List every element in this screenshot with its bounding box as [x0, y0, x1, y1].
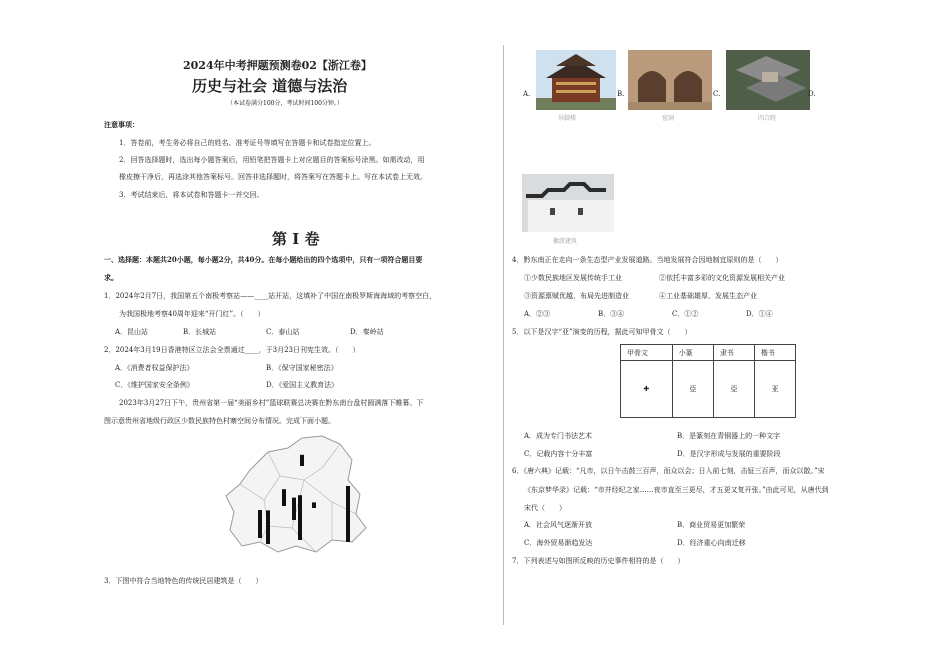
- table-header: 隶书: [713, 345, 754, 361]
- house-option-letter[interactable]: D.: [808, 90, 816, 98]
- table-header: 小篆: [672, 345, 713, 361]
- village-count-bar: [300, 455, 304, 466]
- q4-statement: ④工业基础雄厚，发展生态产业: [659, 292, 757, 300]
- table-header: 甲骨文: [621, 345, 673, 361]
- guizhou-village-map: [220, 430, 370, 560]
- village-count-bar: [298, 495, 302, 540]
- instructions-line: 求。: [104, 273, 118, 282]
- house-caption: 四合院: [758, 115, 777, 122]
- q1-stem: 为我国极地考察40周年迎来“开门红”。（ ）: [119, 310, 265, 318]
- village-count-bar: [346, 486, 350, 542]
- village-count-bar: [292, 498, 296, 520]
- q5-option[interactable]: A．成为专门书法艺术: [524, 432, 593, 440]
- house-caption: 吊脚楼: [558, 115, 577, 122]
- q2-option[interactable]: D．《爱国主义教育法》: [266, 381, 339, 389]
- q1-option[interactable]: D．秦岭站: [350, 328, 384, 336]
- character-evolution-table: [620, 344, 796, 418]
- table-header: 楷书: [754, 345, 795, 361]
- q2-option[interactable]: B．《保守国家秘密法》: [266, 364, 338, 372]
- passage-line: 2023年3月27日下午，贵州省第一届“美丽乡村”篮球联赛总决赛在黔东南台盘村圆满落下帷幕。下: [119, 399, 424, 407]
- q1-option[interactable]: C．泰山站: [266, 328, 300, 336]
- notice-item: 2．回答选择题时，选出每小题答案后，用铅笔把答题卡上对应题目的答案标号涂黑。如需改动，用: [119, 156, 425, 164]
- q6-option[interactable]: C．海外贸易渐趋发达: [524, 539, 593, 547]
- q6-option[interactable]: A．社会风气逐渐开放: [524, 521, 593, 529]
- house-caption: 徽派建筑: [553, 238, 578, 245]
- q6-stem: 6．《唐六典》记载：“凡市，以日午击鼓三百声，而众以会；日入前七刻，击钲三百声，而众以散。”宋: [512, 467, 825, 475]
- village-count-bar: [266, 510, 270, 544]
- stilt-house-image: [536, 50, 616, 110]
- q4-stem: 4．黔东南正在走向一条生态型产业发展道路。当地发展符合因地制宜原则的是（ ）: [512, 256, 783, 264]
- village-count-bar: [282, 489, 286, 506]
- huizhou-house-image: [522, 174, 614, 232]
- instructions-line: 一、选择题：本题共20小题，每小题2分，共40分。在每小题给出的四个选项中，只有一项符合题目要: [104, 255, 423, 264]
- q6-option[interactable]: D．经济重心向南迁移: [677, 539, 746, 547]
- exam-subject: 历史与社会 道德与法治: [192, 77, 348, 95]
- house-option-letter[interactable]: B.: [617, 90, 625, 98]
- q7-stem: 7．下列表述与如图所反映的历史事件相符的是（ ）: [512, 557, 685, 565]
- small-seal-glyph: 亞: [672, 361, 713, 418]
- house-option-letter[interactable]: C.: [713, 90, 721, 98]
- q2-option[interactable]: C．《维护国家安全条例》: [115, 381, 194, 389]
- village-count-bar: [312, 502, 316, 508]
- q1-option[interactable]: A．昆山站: [115, 328, 149, 336]
- section-title: 第 I 卷: [272, 230, 320, 248]
- village-count-bar: [258, 510, 262, 538]
- q4-option[interactable]: A．②③: [524, 310, 551, 318]
- q5-option[interactable]: C．记载内容十分丰富: [524, 450, 593, 458]
- notice-item: 橡皮擦干净后，再选涂其他答案标号。回答非选择题时，将答案写在答题卡上。写在本试卷上无效。: [119, 173, 427, 181]
- notice-item: 3．考试结束后，将本试卷和答题卡一并交回。: [119, 191, 264, 199]
- q5-stem: 5．以下是汉字“亚”演变的历程，据此可知甲骨文（ ）: [512, 328, 692, 336]
- exam-title: 2024年中考押题预测卷02【浙江卷】: [183, 59, 372, 72]
- q6-stem: 《东京梦华录》记载：“市井经纪之家……夜市直至三更尽，才五更又复开张。”由此可见，从唐代到: [524, 486, 829, 494]
- exam-note: （本试卷满分100分，考试时间100分钟。）: [227, 100, 343, 107]
- regular-glyph: 亚: [754, 361, 795, 418]
- cave-dwelling-image: [628, 50, 712, 110]
- q2-stem: 2．2024年3月19日香港特区立法会全票通过____，于3月23日刊宪生效。（ ）: [104, 346, 360, 354]
- q3-stem: 3．下图中符合当地特色的传统民居建筑是（ ）: [104, 577, 263, 585]
- q4-option[interactable]: D．①④: [746, 310, 773, 318]
- q4-option[interactable]: C．①②: [672, 310, 699, 318]
- q5-option[interactable]: D．是汉字形成与发展的重要阶段: [677, 450, 781, 458]
- q1-option[interactable]: B．长城站: [183, 328, 217, 336]
- notice-heading: 注意事项：: [104, 120, 139, 129]
- column-divider: [503, 45, 504, 625]
- q6-stem: 宋代（ ）: [524, 504, 566, 512]
- house-option-letter[interactable]: A.: [523, 90, 531, 98]
- q2-option[interactable]: A．《消费者权益保护法》: [115, 364, 194, 372]
- q4-statement: ①少数民族地区发展传统手工业: [524, 274, 622, 282]
- courtyard-house-image: [726, 50, 810, 110]
- q4-statement: ③资源禀赋优越，布局先进制造业: [524, 292, 629, 300]
- clerical-glyph: 亞: [713, 361, 754, 418]
- q4-option[interactable]: B．③④: [598, 310, 625, 318]
- notice-item: 1．答卷前，考生务必将自己的姓名、准考证号等填写在答题卡和试卷指定位置上。: [119, 139, 376, 147]
- house-caption: 窑洞: [662, 115, 675, 122]
- q4-statement: ②依托丰富多彩的文化资源发展相关产业: [659, 274, 785, 282]
- passage-line: 图示意贵州省地级行政区少数民族特色村寨空间分布情况。完成下面小题。: [104, 417, 335, 425]
- oracle-bone-glyph: ✚: [621, 361, 673, 418]
- q5-option[interactable]: B．是篆刻在青铜器上的一种文字: [677, 432, 781, 440]
- q6-option[interactable]: B．商业贸易更加繁荣: [677, 521, 746, 529]
- q1-stem: 1．2024年2月7日，我国第五个南极考察站——____站开站，这填补了中国在南极罗斯海海域的考察空白，: [104, 292, 437, 300]
